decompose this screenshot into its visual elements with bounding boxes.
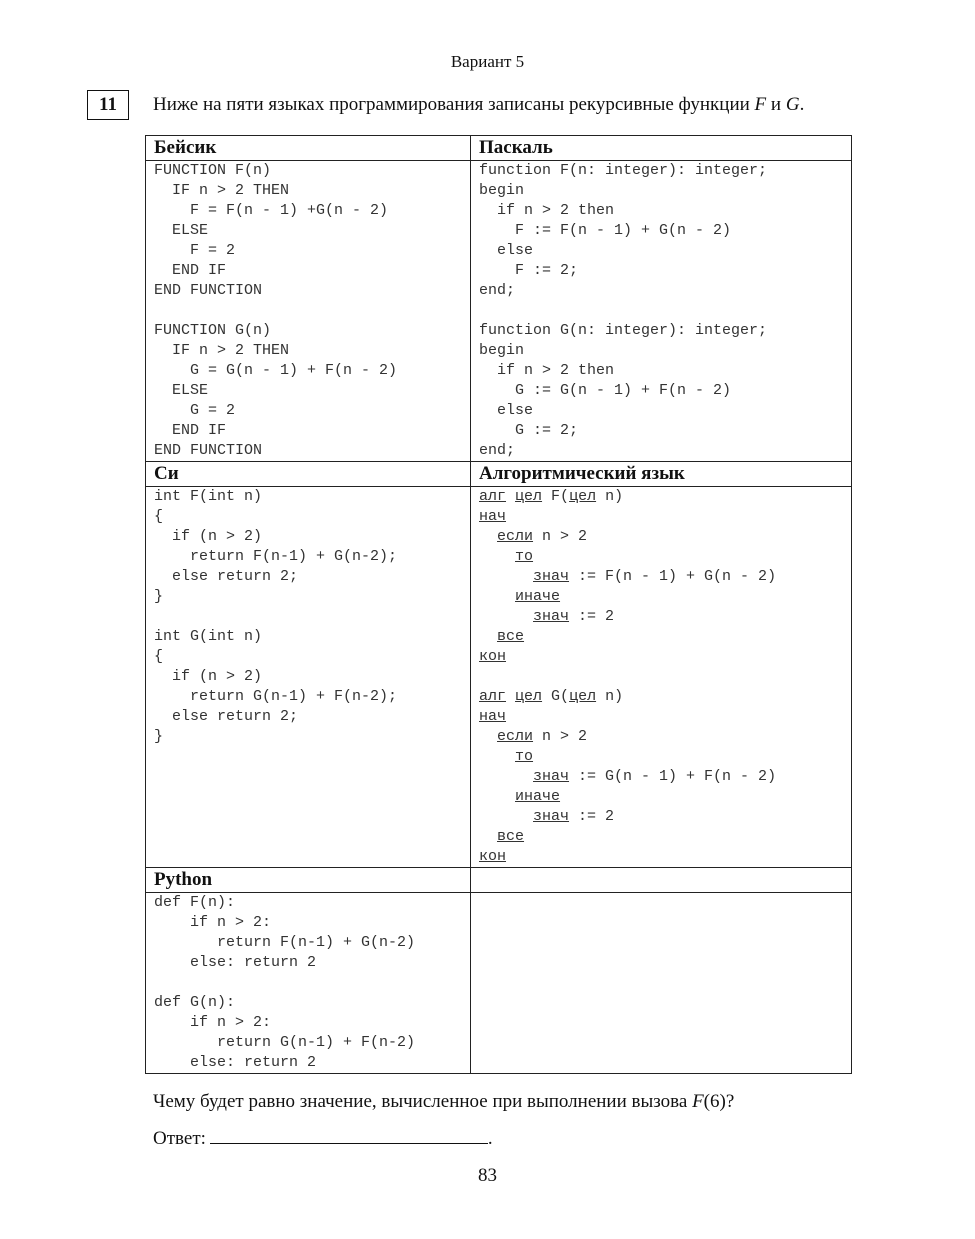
kw-cel: цел xyxy=(569,488,597,505)
algo-param: n) xyxy=(596,488,624,505)
algo-g-expr: := G(n - 1) + F(n - 2) xyxy=(569,768,777,785)
answer-field[interactable] xyxy=(210,1125,488,1144)
algo-f-name: F( xyxy=(542,488,570,505)
answer-row xyxy=(153,1125,493,1150)
pascal-cell xyxy=(471,161,852,462)
kw-inache: иначе xyxy=(515,788,561,805)
algo-cell xyxy=(471,487,852,868)
algo-g-name: G( xyxy=(542,688,570,705)
empty-cell xyxy=(471,893,852,1074)
answer-end: . xyxy=(487,1128,493,1149)
empty-header xyxy=(471,868,852,893)
algo-code xyxy=(479,487,845,867)
kw-cel: цел xyxy=(515,488,543,505)
answer-label: Ответ: xyxy=(153,1128,206,1149)
algo-cond: n > 2 xyxy=(533,528,588,545)
c-code: int F(int n) { if (n > 2) return F(n-1) + G(n-2); else return 2; } int G(int n) { if (n > 2) return G(n-1) + F(n-2); else return 2; } xyxy=(154,488,398,745)
question-args: (6)? xyxy=(703,1091,735,1112)
basic-code: FUNCTION F(n) IF n > 2 THEN F = F(n - 1) +G(n - 2) ELSE F = 2 END IF END FUNCTION FUNCTION G(n) IF n > 2 THEN G = G(n - 1) + F(n - 2) ELSE G = 2 END IF END FUNCTION xyxy=(154,162,398,459)
page-number: 83 xyxy=(478,1165,497,1186)
algo-assign: := 2 xyxy=(569,608,615,625)
algo-header: Алгоритмический язык xyxy=(471,462,852,487)
intro-text: Ниже на пяти языках программирования записаны рекурсивные функции xyxy=(153,94,755,115)
kw-alg: алг xyxy=(479,488,507,505)
algo-param: n) xyxy=(596,688,624,705)
kw-nach: нач xyxy=(479,508,507,525)
func-f-name: F xyxy=(754,94,767,115)
kw-inache: иначе xyxy=(515,588,561,605)
kw-cel: цел xyxy=(569,688,597,705)
python-code: def F(n): if n > 2: return F(n-1) + G(n-2) else: return 2 def G(n): if n > 2: return G(n-1) + F(n-2) else: return 2 xyxy=(154,894,416,1071)
kw-alg: алг xyxy=(479,688,507,705)
kw-kon: кон xyxy=(479,848,507,865)
kw-esli: если xyxy=(497,728,534,745)
task-number: 11 xyxy=(87,90,129,120)
kw-znach: знач xyxy=(533,608,570,625)
kw-znach: знач xyxy=(533,768,570,785)
kw-esli: если xyxy=(497,528,534,545)
algo-cond: n > 2 xyxy=(533,728,588,745)
kw-vse: все xyxy=(497,628,525,645)
c-header: Си xyxy=(146,462,471,487)
c-cell xyxy=(146,487,471,868)
pascal-header: Паскаль xyxy=(471,136,852,161)
python-cell xyxy=(146,893,471,1074)
kw-znach: знач xyxy=(533,808,570,825)
question xyxy=(153,1091,734,1113)
algo-f-expr: := F(n - 1) + G(n - 2) xyxy=(569,568,777,585)
intro-end: . xyxy=(799,94,805,115)
algo-assign: := 2 xyxy=(569,808,615,825)
python-header: Python xyxy=(146,868,471,893)
question-func: F xyxy=(692,1091,704,1112)
question-text: Чему будет равно значение, вычисленное при выполнении вызова xyxy=(153,1091,693,1112)
kw-cel: цел xyxy=(515,688,543,705)
func-g-name: G xyxy=(785,94,800,115)
task-intro xyxy=(153,94,804,116)
intro-conj: и xyxy=(766,94,786,115)
variant-header: Вариант 5 xyxy=(450,52,525,71)
kw-znach: знач xyxy=(533,568,570,585)
basic-header: Бейсик xyxy=(146,136,471,161)
basic-cell xyxy=(146,161,471,462)
pascal-code: function F(n: integer): integer; begin if n > 2 then F := F(n - 1) + G(n - 2) else F := 2; end; function G(n: integer): integer; begin if n > 2 then G := G(n - 1) + F(n - 2) else G := 2; end; xyxy=(479,162,768,459)
kw-vse: все xyxy=(497,828,525,845)
kw-nach: нач xyxy=(479,708,507,725)
kw-to: то xyxy=(515,548,534,565)
kw-to: то xyxy=(515,748,534,765)
kw-kon: кон xyxy=(479,648,507,665)
code-table xyxy=(145,135,852,1074)
